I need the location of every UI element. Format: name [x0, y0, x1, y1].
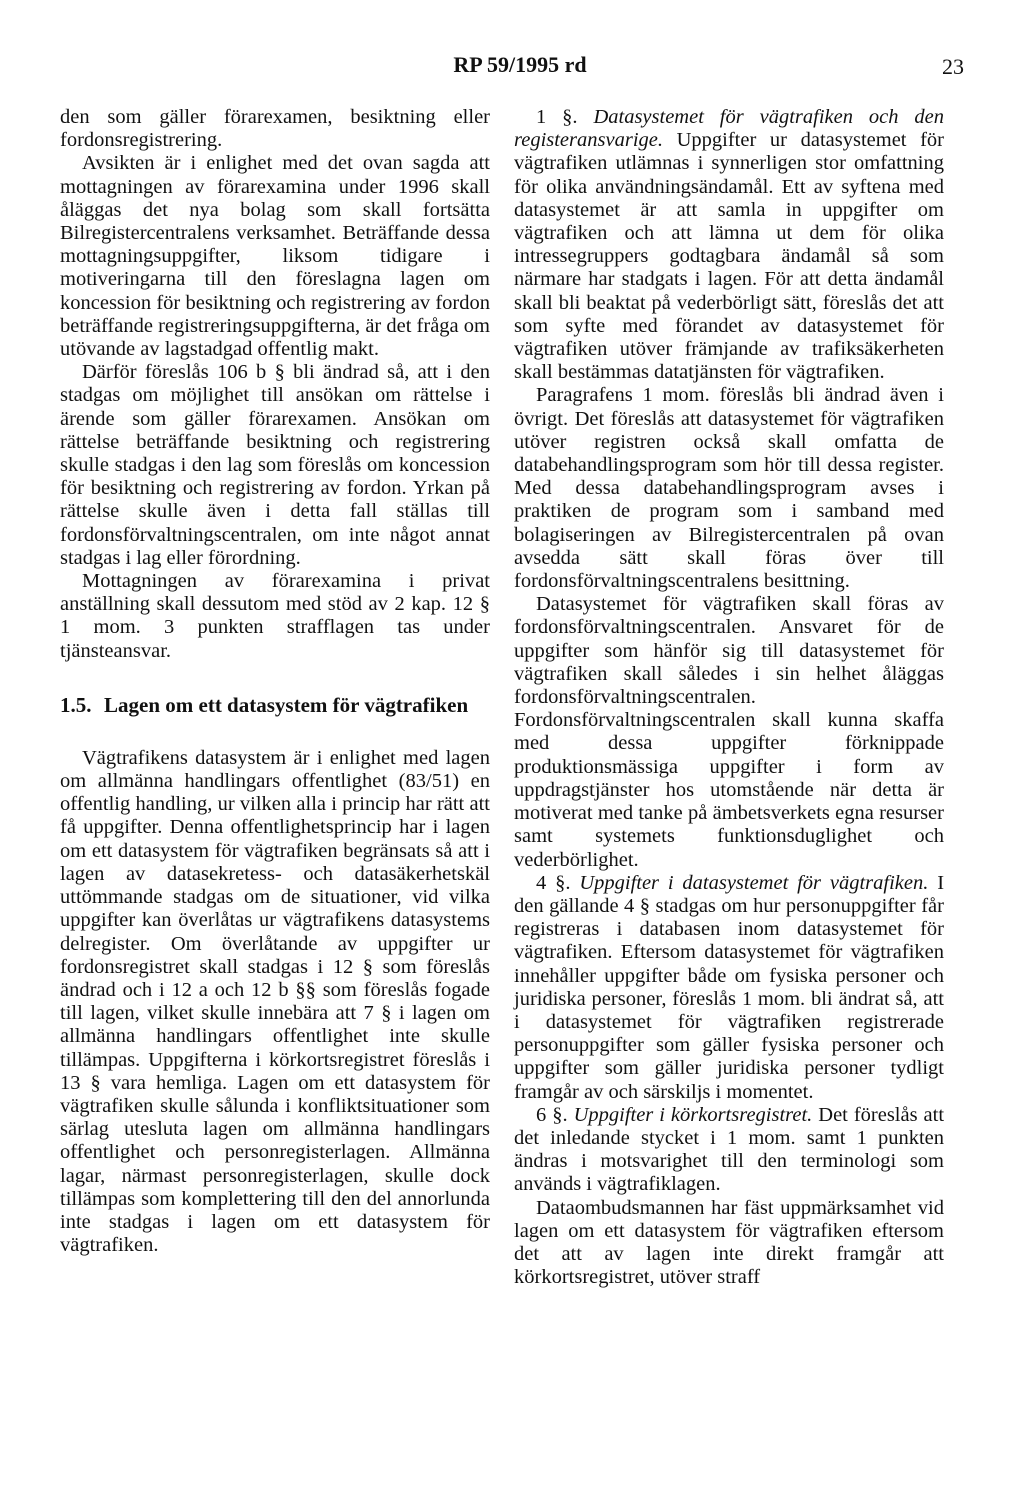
right-column [514, 106, 944, 1289]
paragraph-section-4 [514, 872, 944, 1104]
paragraph: Avsikten är i enlighet med det ovan sagda att mottagningen av förarexamina under 1996 skall åläggas det nya bolag som skall fortsätta Bilregistercentralens verksamhet. Beträffande dessa mottagningsuppgifter, liksom tidigare i motiveringarna till den föreslagna lagen om koncession för besiktning och registrering av fordon beträffande registreringsuppgifterna, är det fråga om utövande av lagstadgad offentlig makt. [60, 152, 490, 361]
section-title: Lagen om ett datasystem för vägtrafiken [104, 692, 469, 717]
document-title: RP 59/1995 rd [453, 52, 587, 77]
page-number: 23 [942, 54, 964, 79]
paragraph-lead: 4 §. [536, 871, 571, 894]
page-header [0, 52, 1024, 82]
paragraph: Dataombudsmannen har fäst uppmärksamhet vid lagen om ett datasystem för vägtrafiken eftersom det att av lagen inte direkt framgår att körkortsregistret, utöver straff [514, 1196, 944, 1289]
paragraph-subtitle: Datasystemet för vägtrafiken och den registeransvarige. [514, 106, 944, 152]
paragraph-text: Det föreslås att det inledande stycket i 1 mom. samt 1 punkten ändras i motsvarighet till den terminologi som används i vägtrafiklagen. [514, 1103, 945, 1196]
paragraph-subtitle: Uppgifter i körkortsregistret. [573, 1103, 813, 1126]
paragraph-subtitle: Uppgifter i datasystemet för vägtrafiken. [579, 871, 929, 894]
paragraph-lead: 6 §. [536, 1103, 568, 1126]
left-column [60, 106, 490, 1257]
paragraph-section-1 [514, 106, 944, 384]
paragraph-section-6 [514, 1104, 944, 1197]
paragraph: den som gäller förarexamen, besiktning eller fordonsregistrering. [60, 106, 490, 152]
paragraph: Mottagningen av förarexamina i privat anställning skall dessutom med stöd av 2 kap. 12 § 1 mom. 3 punkten strafflagen tas under tjänsteansvar. [60, 570, 490, 662]
paragraph-text: I den gällande 4 § stadgas om hur personuppgifter får registreras i databasen inom datasystemet för vägtrafiken. Eftersom datasystemet för vägtrafiken innehåller uppgifter både om fysiska personer och juridiska personer, föreslås 1 mom. bli ändrat så, att i datasystemet för vägtrafiken registrerade personuppgifter som gäller fysiska personer och uppgifter som gäller juridiska personer tydligt framgår av och särskiljs i momentet. [514, 871, 945, 1103]
paragraph: Datasystemet för vägtrafiken skall föras av fordonsförvaltningscentralen. Ansvaret för de uppgifter som hänför sig till datasystemet för vägtrafiken skall således i sin helhet åläggas fordonsförvaltningscentralen. Fordonsförvaltningscentralen skall kunna skaffa med dessa uppgifter förknippade produktionsmässiga uppgifter i form av uppdragstjänster hos utomstående när detta är motiverat med tanke på ämbetsverkets egna resurser samt systemets funktionsduglighet och vederbörlighet. [514, 593, 944, 871]
paragraph: Vägtrafikens datasystem är i enlighet med lagen om allmänna handlingars offentlighet (83/51) en offentlig handling, ur vilken alla i princip har rätt att få uppgifter. Denna offentlighetsprincip har i lagen om ett datasystem för vägtrafiken begränsats så att i lagen av datasekretess- och datasäkerhetskäl uttömmande stadgas om de situationer, vid vilka uppgifter kan överlåtas ur vägtrafikens datasystems delregister. Om överlåtande av uppgifter ur fordonsregistret skall stadgas i 12 § som föreslås ändrad och i 12 a och 12 b §§ som föreslås fogade till lagen, vilket skulle innebära att 7 § i lagen om allmänna handlingars offentlighet inte skulle tillämpas. Uppgifterna i körkortsregistret föreslås i 13 § vara hemliga. Lagen om ett datasystem för vägtrafiken skulle sålunda i konfliktsituationer som särlag utesluta lagen om allmänna handlingars offentlighet och personregisterlagen. Allmänna lagar, närmast personregisterlagen, skulle dock tillämpas som komplettering till den del annorlunda inte stadgas i lagen om ett datasystem för vägtrafiken. [60, 746, 490, 1257]
paragraph: Därför föreslås 106 b § bli ändrad så, att i den stadgas om möjlighet till ansökan om rättelse i ärende som gäller förarexamen. Ansökan om rättelse beträffande besiktning och registrering skulle stadgas i den lag som föreslås om koncession för besiktning och registrering av fordon. Yrkan på rättelse skulle även i detta fall ställas till fordonsförvaltningscentralen, om inte något annat stadgas i lag eller förordning. [60, 361, 490, 569]
section-heading [60, 693, 490, 717]
paragraph-lead: 1 §. [536, 106, 578, 128]
section-number: 1.5. [60, 692, 92, 717]
paragraph-text: Uppgifter ur datasystemet för vägtrafiken utlämnas i synnerligen stor omfattning för olika användningsändamål. Ett av syftena med datasystemet är att samla in uppgifter om vägtrafiken och att lämna ut dem för olika intressegruppers godtagbara ändamål så som närmare har stadgats i lagen. För att detta ändamål skall bli beaktat på vederbörligt sätt, föreslås det att som syfte med förandet av datasystemet för vägtrafiken utöver främjande av trafiksäkerheten skall bestämmas datatjänsten för vägtrafiken. [514, 129, 944, 384]
paragraph: Paragrafens 1 mom. föreslås bli ändrad även i övrigt. Det föreslås att datasystemet för vägtrafiken utöver registren också skall omfatta de databehandlingsprogram som hör till dessa register. Med dessa databehandlingsprogram avses i praktiken de program som i samband med bolagiseringen av Bilregistercentralen på ovan avsedda sätt skall föras över till fordonsförvaltningscentralens besittning. [514, 384, 944, 593]
